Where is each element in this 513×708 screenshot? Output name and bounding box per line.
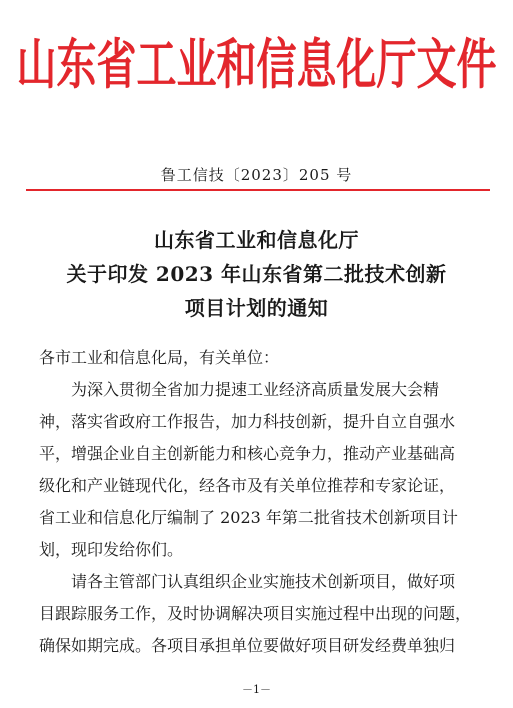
body-line: 神，落实省政府工作报告，加力科技创新，提升自立自强水 (39, 412, 456, 431)
body-line: 为深入贯彻全省加力提速工业经济高质量发展大会精 (71, 380, 440, 399)
body-line: 确保如期完成。各项目承担单位要做好项目研发经费单独归 (39, 636, 456, 655)
body-line: 请各主管部门认真组织企业实施技术创新项目，做好项 (71, 572, 456, 591)
body-line: 平，增强企业自主创新能力和核心竞争力，推动产业基础高 (39, 444, 456, 463)
document-header-title: 山东省工业和信息化厅文件 (16, 34, 497, 97)
body-line: 目跟踪服务工作，及时协调解决项目实施过程中出现的问题， (39, 604, 472, 623)
red-divider-line (26, 189, 490, 191)
document-number: 鲁工信技〔2023〕205 号 (160, 166, 353, 184)
document-title-line-3: 项目计划的通知 (184, 296, 329, 320)
body-line: 划，现印发给你们。 (39, 540, 184, 559)
document-title-line-2: 关于印发 2023 年山东省第二批技术创新 (66, 262, 447, 286)
page-number: －1－ (242, 683, 271, 696)
body-line: 省工业和信息化厅编制了 2023 年第二批省技术创新项目计 (39, 508, 458, 527)
body-line: 级化和产业链现代化，经各市及有关单位推荐和专家论证， (39, 476, 456, 495)
salutation: 各市工业和信息化局，有关单位： (39, 348, 280, 367)
document-title-line-1: 山东省工业和信息化厅 (154, 228, 359, 252)
